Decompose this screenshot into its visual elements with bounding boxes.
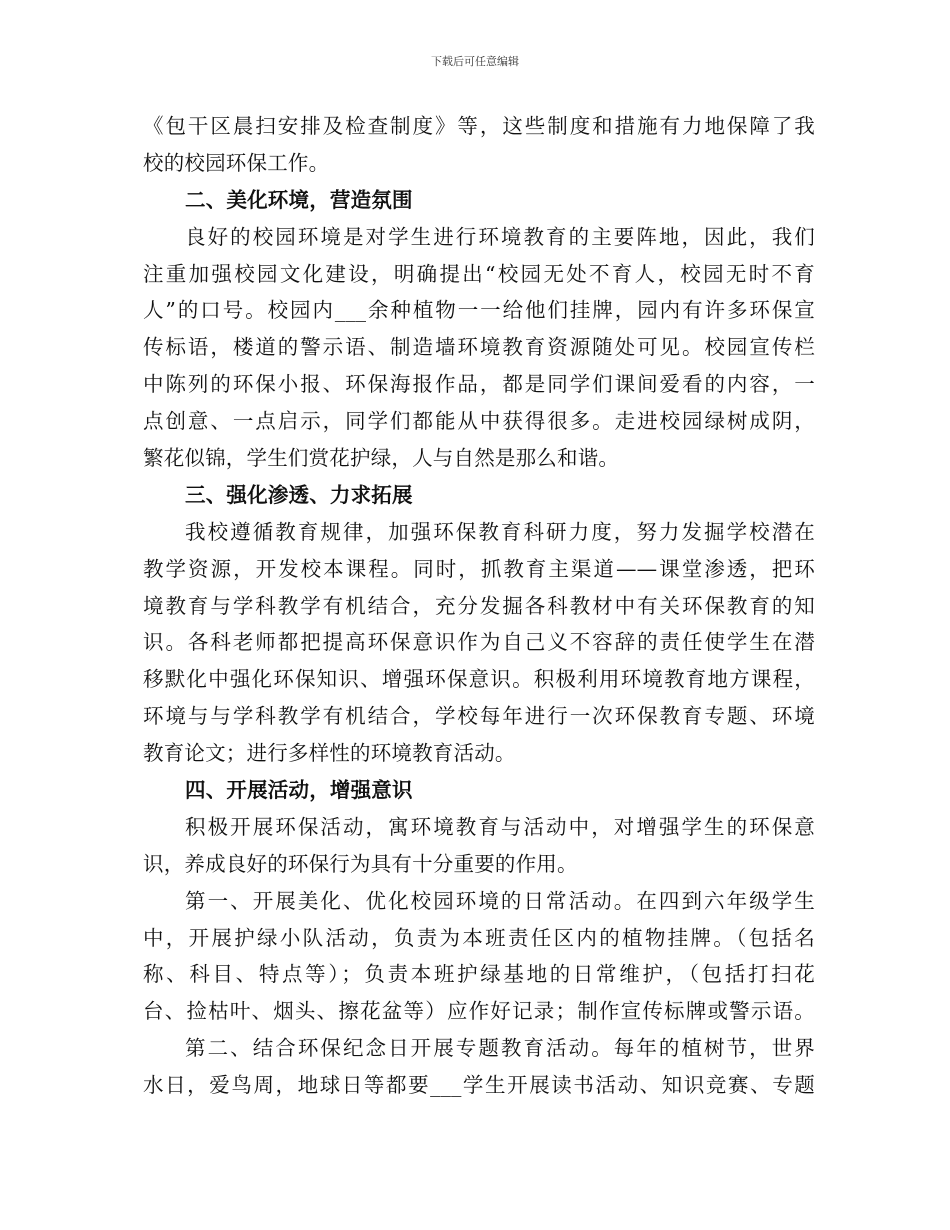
paragraph-line: 传标语，楼道的警示语、制造墙环境教育资源随处可见。校园宣传栏 bbox=[143, 335, 815, 360]
paragraph-line: 积极开展环保活动，寓环境教育与活动中，对增强学生的环保意 bbox=[185, 814, 815, 839]
paragraph-line: 中，开展护绿小队活动，负责为本班责任区内的植物挂牌。（包括名 bbox=[143, 925, 815, 950]
paragraph-line: 良好的校园环境是对学生进行环境教育的主要阵地，因此，我们 bbox=[185, 224, 815, 249]
paragraph-line: 识。各科老师都把提高环保意识作为自己义不容辞的责任使学生在潜 bbox=[143, 630, 815, 655]
paragraph-line: 教育论文；进行多样性的环境教育活动。 bbox=[143, 741, 516, 766]
section-heading: 四、开展活动，增强意识 bbox=[185, 778, 413, 803]
paragraph-line: 繁花似锦，学生们赏花护绿，人与自然是那么和谐。 bbox=[143, 446, 620, 471]
paragraph-line: 点创意、一点启示，同学们都能从中获得很多。走进校园绿树成阴， bbox=[143, 409, 815, 434]
paragraph-line: 识，养成良好的环保行为具有十分重要的作用。 bbox=[143, 851, 578, 876]
paragraph-line: 人”的口号。校园内___余种植物一一给他们挂牌，园内有许多环保宣 bbox=[143, 298, 815, 323]
section-heading: 二、美化环境，营造氛围 bbox=[185, 187, 413, 212]
paragraph-line: 台、捡枯叶、烟头、擦花盆等）应作好记录；制作宣传标牌或警示语。 bbox=[143, 999, 815, 1024]
page-header: 下载后可任意编辑 bbox=[431, 55, 519, 68]
paragraph-line: 境教育与学科教学有机结合，充分发掘各科教材中有关环保教育的知 bbox=[143, 593, 815, 618]
paragraph-line: 我校遵循教育规律，加强环保教育科研力度，努力发掘学校潜在 bbox=[185, 519, 815, 544]
paragraph-line: 《包干区晨扫安排及检查制度》等，这些制度和措施有力地保障了我 bbox=[143, 114, 815, 138]
paragraph-line: 注重加强校园文化建设，明确提出“校园无处不育人，校园无时不育 bbox=[143, 261, 815, 286]
paragraph-line: 第二、结合环保纪念日开展专题教育活动。每年的植树节，世界 bbox=[185, 1036, 815, 1061]
paragraph-line: 教学资源，开发校本课程。同时，抓教育主渠道——课堂渗透，把环 bbox=[143, 556, 815, 581]
paragraph-line: 称、科目、特点等）；负责本班护绿基地的日常维护，（包括打扫花 bbox=[143, 962, 815, 987]
paragraph-line: 第一、开展美化、优化校园环境的日常活动。在四到六年级学生 bbox=[185, 888, 815, 913]
document-body bbox=[143, 108, 815, 1104]
paragraph-line: 移默化中强化环保知识、增强环保意识。积极利用环境教育地方课程， bbox=[143, 667, 815, 692]
paragraph-line: 环境与与学科教学有机结合，学校每年进行一次环保教育专题、环境 bbox=[143, 704, 815, 729]
paragraph-line: 中陈列的环保小报、环保海报作品，都是同学们课间爱看的内容，一 bbox=[143, 372, 815, 397]
section-heading: 三、强化渗透、力求拓展 bbox=[185, 482, 413, 507]
paragraph-line: 水日，爱鸟周，地球日等都要___学生开展读书活动、知识竞赛、专题 bbox=[143, 1073, 815, 1098]
paragraph-line: 校的校园环保工作。 bbox=[143, 150, 330, 175]
